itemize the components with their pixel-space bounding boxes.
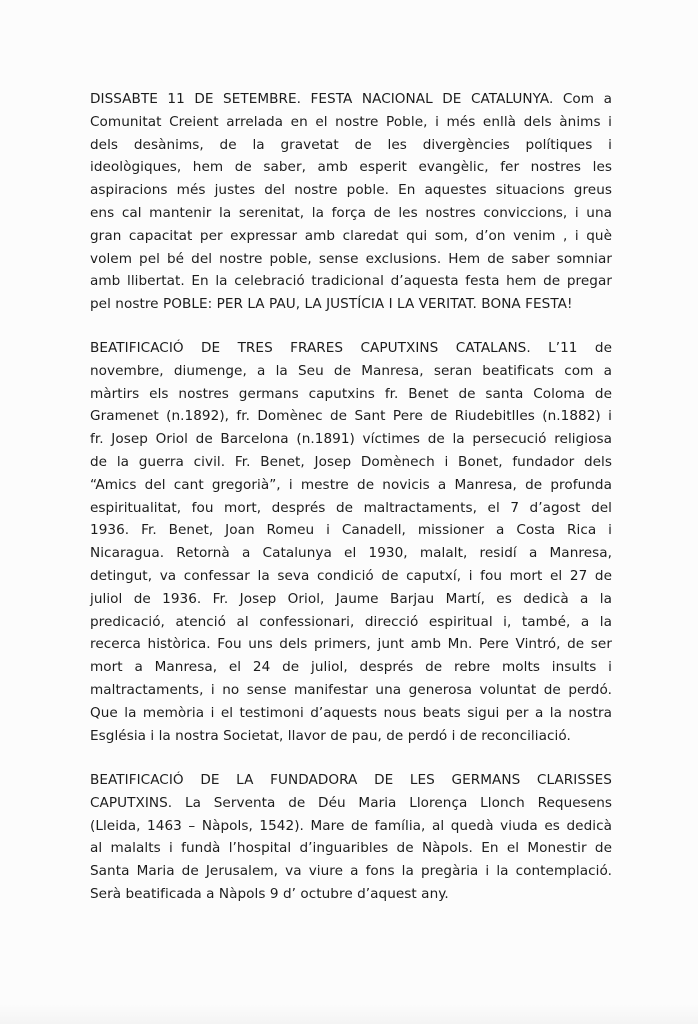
text-line: ens cal mantenir la serenitat, la força de les nostres conviccions, i una xyxy=(90,204,612,221)
text-line: predicació, atenció al confessionari, direcció espiritual i, també, a la xyxy=(90,613,612,630)
paragraph-beatificacio-fundadora xyxy=(90,769,612,906)
text-line: DISSABTE 11 DE SETEMBRE. FESTA NACIONAL DE CATALUNYA. Com a xyxy=(90,91,612,107)
paragraph-festa-nacional xyxy=(90,88,612,316)
text-line: màrtirs els nostres germans caputxins fr. Benet de santa Coloma de xyxy=(90,385,612,402)
text-line: CAPUTXINS. La Serventa de Déu Maria Llorença Llonch Requesens xyxy=(90,794,612,811)
text-line: aspiracions més justes del nostre poble. En aquestes situacions greus xyxy=(90,182,612,199)
text-line: novembre, diumenge, a la Seu de Manresa, seran beatificats com a xyxy=(90,362,612,379)
text-line: Que la memòria i el testimoni d’aquests nous beats sigui per a la nostra xyxy=(90,704,612,721)
text-line: fr. Josep Oriol de Barcelona (n.1891) víctimes de la persecució religiosa xyxy=(90,431,612,448)
text-line: volem pel bé del nostre poble, sense exclusions. Hem de saber somniar xyxy=(90,250,612,267)
paragraph-beatificacio-caputxins xyxy=(90,337,612,747)
text-line: Santa Maria de Jerusalem, va viure a fons la pregària i la contemplació. xyxy=(90,863,612,880)
text-line: (Lleida, 1463 – Nàpols, 1542). Mare de família, al quedà viuda es dedicà xyxy=(90,817,612,834)
text-line: pel nostre POBLE: PER LA PAU, LA JUSTÍCIA I LA VERITAT. BONA FESTA! xyxy=(90,296,573,313)
text-line: dels desànims, de la gravetat de les divergències polítiques i xyxy=(90,136,612,153)
text-line: juliol de 1936. Fr. Josep Oriol, Jaume Barjau Martí, es dedicà a la xyxy=(90,590,612,607)
text-line: amb llibertat. En la celebració tradicional d’aquesta festa hem de pregar xyxy=(90,273,612,290)
text-line: Serà beatificada a Nàpols 9 d’ octubre d’aquest any. xyxy=(90,885,449,902)
page-bottom-edge xyxy=(0,1004,698,1024)
text-line: BEATIFICACIÓ DE LA FUNDADORA DE LES GERMANS CLARISSES xyxy=(90,772,612,788)
text-line: maltractaments, i no sense manifestar una generosa voluntat de perdó. xyxy=(90,681,612,698)
text-line: al malalts i fundà l’hospital d’inguaribles de Nàpols. En el Monestir de xyxy=(90,840,612,857)
text-line: detingut, va confessar la seva condició de caputxí, i fou mort el 27 de xyxy=(90,567,612,584)
text-line: Nicaragua. Retornà a Catalunya el 1930, malalt, residí a Manresa, xyxy=(90,545,612,562)
text-line: Gramenet (n.1892), fr. Domènec de Sant Pere de Riudebitlles (n.1882) i xyxy=(90,408,612,425)
text-line: de la guerra civil. Fr. Benet, Josep Domènech i Bonet, fundador dels xyxy=(90,453,612,470)
text-line: ideològiques, hem de saber, amb esperit evangèlic, fer nostres les xyxy=(90,159,612,176)
text-line: 1936. Fr. Benet, Joan Romeu i Canadell, missioner a Costa Rica i xyxy=(90,522,612,539)
text-line: Comunitat Creient arrelada en el nostre Poble, i més enllà dels ànims i xyxy=(90,113,612,130)
text-line: BEATIFICACIÓ DE TRES FRARES CAPUTXINS CATALANS. L’11 de xyxy=(90,340,612,356)
text-line: Església i la nostra Societat, llavor de pau, de perdó i de reconciliació. xyxy=(90,727,571,744)
text-line: “Amics del cant gregorià”, i mestre de novicis a Manresa, de profunda xyxy=(90,476,612,493)
text-line: mort a Manresa, el 24 de juliol, després de rebre molts insults i xyxy=(90,659,612,676)
text-line: gran capacitat per expressar amb claredat qui som, d’on venim , i què xyxy=(90,227,612,244)
text-line: recerca històrica. Fou uns dels primers, junt amb Mn. Pere Vintró, de ser xyxy=(90,636,612,653)
text-line: espiritualitat, fou mort, després de maltractaments, el 7 d’agost del xyxy=(90,499,612,516)
